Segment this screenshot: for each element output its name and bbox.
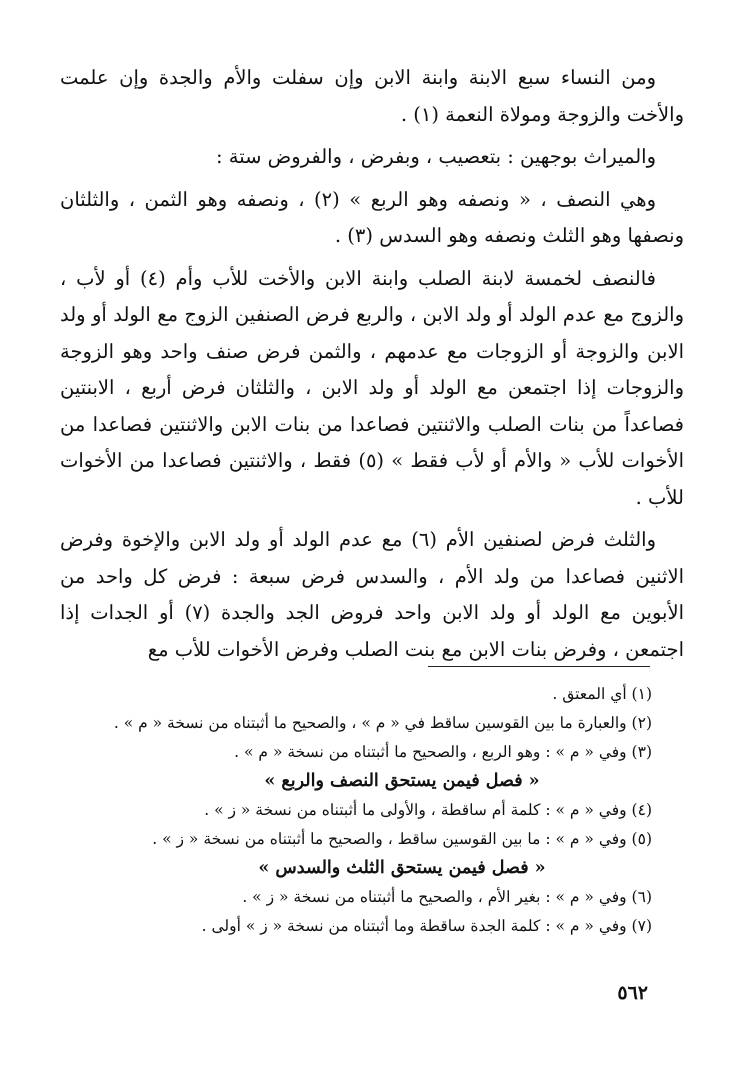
page-number: ٥٦٢ [617, 982, 648, 1004]
footnote: (٤) وفي « م » : كلمة أم ساقطة ، والأولى ما أثبتناه من نسخة « ز » . [204, 801, 652, 819]
paragraph: ومن النساء سبع الابنة وابنة الابن وإن سفلت والأم والجدة وإن علمت والأخت والزوجة ومولاة النعمة (١) . [60, 66, 684, 126]
paragraph: فالنصف لخمسة لابنة الصلب وابنة الابن والأخت للأب وأم (٤) أو لأب ، والزوج مع عدم الولد أو ولد الابن ، والربع فرض الصنفين الزوج مع الولد أو ولد الابن والزوجة أو الزوجات مع عدمهم ، والثمن فرض صنف واحد وهو الزوجة والزوجات إذا اجتمعن مع الولد أو ولد الابن ، والثلثان فرض أربع ، الابنتين فصاعداً من بنات الصلب والاثنتين فصاعدا من بنات الابن والاثنتين فصاعدا من الأخوات للأب « والأم أو لأب فقط » (٥) فقط ، والاثنتين فصاعدا من الأخوات للأب . [60, 266, 684, 509]
footnote: (٧) وفي « م » : كلمة الجدة ساقطة وما أثبتناه من نسخة « ز » أولى . [201, 917, 652, 935]
footnote: (٥) وفي « م » : ما بين القوسين ساقط ، والصحيح ما أثبتناه من نسخة « ز » . [152, 830, 652, 848]
footnote: (٦) وفي « م » : بغير الأم ، والصحيح ما أثبتناه من نسخة « ز » . [242, 888, 652, 906]
paragraph: وهي النصف ، « ونصفه وهو الربع » (٢) ، ونصفه وهو الثمن ، والثلثان ونصفها وهو الثلث ونصفه وهو السدس (٣) . [60, 187, 684, 247]
paragraph: والميراث بوجهين : بتعصيب ، وبفرض ، والفروض ستة : [215, 145, 656, 168]
section-heading: « فصل فيمن يستحق النصف والربع » [264, 771, 540, 791]
footnote-separator [428, 666, 650, 667]
paragraph: والثلث فرض لصنفين الأم (٦) مع عدم الولد أو ولد الابن والإخوة وفرض الاثنين فصاعدا من ولد الأم ، والسدس فرض سبعة : فرض كل واحد من الأبوين مع الولد أو ولد الابن واحد فروض الجد والجدة (٧) أو الجدات إذا اجتمعن ، وفرض بنات الابن مع بنت الصلب وفرض الأخوات للأب مع [60, 528, 684, 661]
footnotes [60, 680, 684, 941]
footnote: (٣) وفي « م » : وهو الربع ، والصحيح ما أثبتناه من نسخة « م » . [234, 743, 652, 761]
footnote: (٢) والعبارة ما بين القوسين ساقط في « م » ، والصحيح ما أثبتناه من نسخة « م » . [113, 714, 652, 732]
footnote: (١) أي المعتق . [552, 685, 652, 703]
section-heading: « فصل فيمن يستحق الثلث والسدس » [258, 858, 546, 878]
main-text [60, 60, 684, 674]
